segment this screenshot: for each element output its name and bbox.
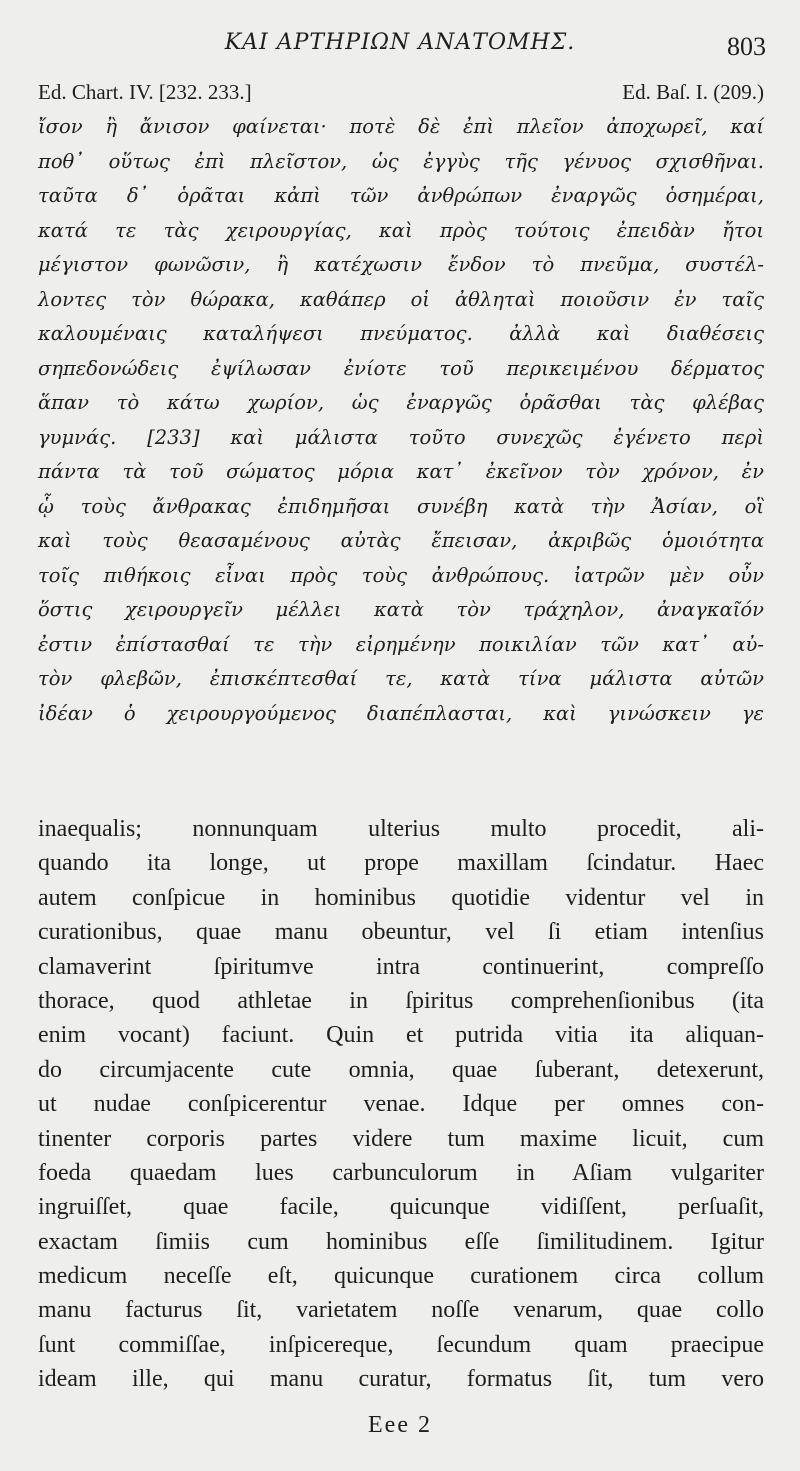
greek-text-line: ἰδέαν ὁ χειρουργούμενος διαπέπλασται, καὶ γινώσκειν γε <box>38 701 764 725</box>
greek-text-line: ᾧ τοὺς ἄνθρακας ἐπιδημῆσαι συνέβη κατὰ τὴν Ἀσίαν, οἳ <box>38 494 764 518</box>
latin-text-line: ideam ille, qui manu curatur, formatus ſit, tum vero <box>38 1366 764 1393</box>
greek-text-line: τοῖς πιθήκοις εἶναι πρὸς τοὺς ἀνθρώπους. ἰατρῶν μὲν οὖν <box>38 563 764 587</box>
latin-text-line: manu facturus ſit, varietatem noſſe venarum, quae collo <box>38 1297 764 1324</box>
greek-text-line: ποθ᾽ οὕτως ἐπὶ πλεῖστον, ὡς ἐγγὺς τῆς γένυος σχισθῆναι. <box>38 149 764 173</box>
running-head <box>0 30 800 64</box>
latin-text-line: ingruiſſet, quae facile, quicunque vidiſſent, perſuaſit, <box>38 1194 764 1221</box>
greek-text-line: ὅστις χειρουργεῖν μέλλει κατὰ τὸν τράχηλον, ἀναγκαῖόν <box>38 598 764 621</box>
greek-text-line: τὸν φλεβῶν, ἐπισκέπτεσθαί τε, κατὰ τίνα μάλιστα αὐτῶν <box>38 667 764 690</box>
latin-text-line: thorace, quod athletae in ſpiritus comprehenſionibus (ita <box>38 987 764 1014</box>
signature-mark: Eee 2 <box>368 1412 432 1438</box>
edition-reference-line <box>38 80 764 110</box>
latin-text-line: clamaverint ſpiritumve intra continuerint, compreſſo <box>38 953 764 980</box>
latin-text-line: do circumjacente cute omnia, quae ſuberant, detexerunt, <box>38 1056 764 1083</box>
greek-text-line: καὶ τοὺς θεασαμένους αὐτὰς ἔπεισαν, ἀκριβῶς ὁμοιότητα <box>38 529 764 552</box>
latin-text-line: ſunt commiſſae, inſpicereque, ſecundum quam praecipue <box>38 1331 764 1358</box>
greek-text-line: καλουμέναις καταλήψεσι πνεύματος. ἀλλὰ καὶ διαθέσεις <box>38 322 764 345</box>
greek-text-line: ἅπαν τὸ κάτω χωρίον, ὡς ἐναργῶς ὁρᾶσθαι τὰς φλέβας <box>38 391 764 414</box>
latin-text-line: enim vocant) faciunt. Quin et putrida vitia ita aliquan- <box>38 1022 764 1049</box>
page-number: 803 <box>727 32 766 61</box>
greek-text-line: σηπεδονώδεις ἐψίλωσαν ἐνίοτε τοῦ περικειμένου δέρματος <box>38 356 764 380</box>
latin-text-line: tinenter corporis partes videre tum maxime licuit, cum <box>38 1125 764 1152</box>
latin-text-line: exactam ſimiis cum hominibus eſſe ſimilitudinem. Igitur <box>38 1228 764 1255</box>
latin-text-line: inaequalis; nonnunquam ulterius multo procedit, ali- <box>38 816 764 842</box>
greek-text-line: ταῦτα δ᾽ ὁρᾶται κἀπὶ τῶν ἀνθρώπων ἐναργῶς ὁσημέραι, <box>38 184 764 207</box>
latin-text-line: medicum neceſſe eſt, quicunque curationem circa collum <box>38 1263 764 1290</box>
greek-text-line: πάντα τὰ τοῦ σώματος μόρια κατ᾽ ἐκεῖνον τὸν χρόνον, ἐν <box>38 460 764 483</box>
greek-text-line: μέγιστον φωνῶσιν, ἢ κατέχωσιν ἔνδον τὸ πνεῦμα, συστέλ- <box>38 253 764 276</box>
greek-text-line: ἴσον ἢ ἄνισον φαίνεται· ποτὲ δὲ ἐπὶ πλεῖον ἀποχωρεῖ, καί <box>38 115 764 138</box>
latin-text-line: curationibus, quae manu obeuntur, vel ſi etiam intenſius <box>38 919 764 946</box>
edition-basel-reference: Ed. Baſ. I. (209.) <box>622 80 764 104</box>
greek-text-line: κατά τε τὰς χειρουργίας, καὶ πρὸς τούτοις ἐπειδὰν ἤτοι <box>38 218 764 242</box>
edition-chartier-reference: Ed. Chart. IV. [232. 233.] <box>38 80 252 104</box>
greek-text-line: γυμνάς. [233] καὶ μάλιστα τοῦτο συνεχῶς ἐγένετο περὶ <box>38 425 764 449</box>
latin-text-line: ut nudae conſpicerentur venae. Idque per omnes con- <box>38 1091 764 1118</box>
greek-text-block <box>38 110 764 731</box>
running-title: ΚΑΙ ΑΡΤΗΡΙΩΝ ΑΝΑΤΟΜΗΣ. <box>224 30 576 55</box>
latin-text-line: autem conſpicue in hominibus quotidie videntur vel in <box>38 884 764 911</box>
latin-text-line: quando ita longe, ut prope maxillam ſcindatur. Haec <box>38 850 764 877</box>
latin-text-line: foeda quaedam lues carbunculorum in Aſiam vulgariter <box>38 1159 764 1186</box>
greek-text-line: ἐστιν ἐπίστασθαί τε τὴν εἰρημένην ποικιλίαν τῶν κατ᾽ αὐ- <box>38 632 764 656</box>
greek-text-line: λοντες τὸν θώρακα, καθάπερ οἱ ἀθληταὶ ποιοῦσιν ἐν ταῖς <box>38 287 764 311</box>
latin-text-block <box>38 812 764 1397</box>
